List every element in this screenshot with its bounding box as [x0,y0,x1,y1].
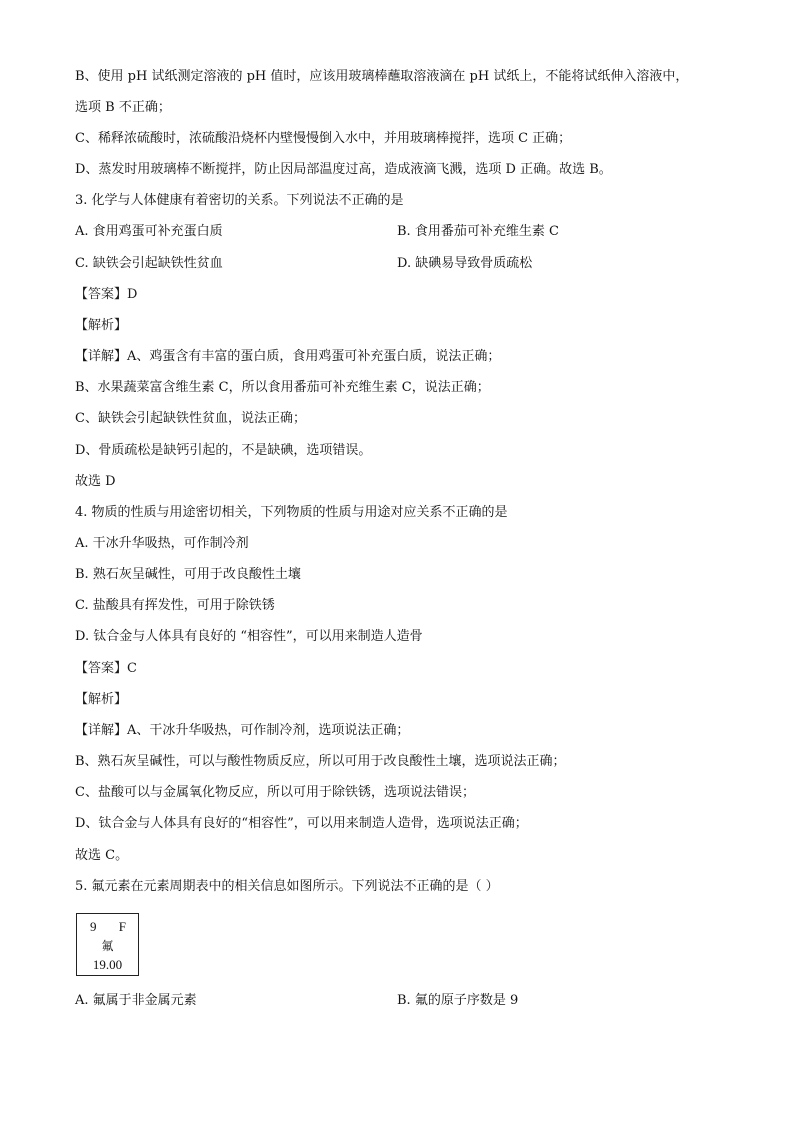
q3-option-c: C. 缺铁会引起缺铁性贫血 [75,256,223,271]
q4-stem: 4. 物质的性质与用途密切相关，下列物质的性质与用途对应关系不正确的是 [75,505,508,520]
q3-detail-b: B、水果蔬菜富含维生素 C，所以食用番茄可补充维生素 C，说法正确； [75,380,490,395]
atomic-mass: 19.00 [92,957,123,972]
q4-detail-c: C、盐酸可以与金属氧化物反应，所以可用于除铁锈，选项说法错误； [75,785,475,800]
q3-detail-a: 【详解】A、鸡蛋含有丰富的蛋白质，食用鸡蛋可补充蛋白质，说法正确； [75,349,501,364]
q3-detail-c: C、缺铁会引起缺铁性贫血，说法正确； [75,411,306,426]
q4-answer: 【答案】C [75,661,137,676]
q4-analysis-heading: 【解析】 [75,692,128,707]
q2-explain-c: C、稀释浓硫酸时，浓硫酸沿烧杯内壁慢慢倒入水中，并用玻璃棒搅拌，选项 C 正确； [75,131,572,146]
q3-option-d: D. 缺碘易导致骨质疏松 [397,256,533,271]
element-symbol: F [118,919,126,934]
q3-option-a: A. 食用鸡蛋可补充蛋白质 [75,224,223,239]
q3-choose: 故选 D [75,474,116,489]
q4-option-c: C. 盐酸具有挥发性，可用于除铁锈 [75,598,275,613]
q2-explain-b-line1: B、使用 pH 试纸测定溶液的 pH 值时，应该用玻璃棒蘸取溶液滴在 pH 试纸上，不能将试纸伸入溶液中， [75,69,689,84]
q3-detail-d: D、骨质疏松是缺钙引起的，不是缺碘，选项错误。 [75,443,372,458]
q5-option-a: A. 氟属于非金属元素 [75,993,197,1008]
q4-detail-b: B、熟石灰呈碱性，可以与酸性物质反应，所以可用于改良酸性土壤，选项说法正确； [75,754,566,769]
q3-stem: 3. 化学与人体健康有着密切的关系。下列说法不正确的是 [75,193,404,208]
atomic-number: 9 [90,919,97,934]
q3-answer: 【答案】D [75,287,138,302]
q2-explain-d: D、蒸发时用玻璃棒不断搅拌，防止因局部温度过高，造成液滴飞溅，选项 D 正确。故选 B。 [75,162,612,177]
q3-analysis-heading: 【解析】 [75,318,128,333]
q3-option-b: B. 食用番茄可补充维生素 C [397,224,559,239]
q5-option-b: B. 氟的原子序数是 9 [397,993,519,1008]
q5-stem: 5. 氟元素在元素周期表中的相关信息如图所示。下列说法不正确的是（ ） [75,879,499,894]
q4-option-d: D. 钛合金与人体具有良好的 “相容性”，可以用来制造人造骨 [75,629,423,644]
q4-detail-a: 【详解】A、干冰升华吸热，可作制冷剂，选项说法正确； [75,723,410,738]
q4-detail-d: D、钛合金与人体具有良好的“相容性”，可以用来制造人造骨，选项说法正确； [75,816,528,831]
q4-choose: 故选 C。 [75,848,129,863]
q4-option-b: B. 熟石灰呈碱性，可用于改良酸性土壤 [75,567,301,582]
periodic-element-box [76,913,139,976]
q4-option-a: A. 干冰升华吸热，可作制冷剂 [75,536,249,551]
q2-explain-b-line2: 选项 B 不正确； [75,100,171,115]
element-name: 氟 [101,939,114,953]
